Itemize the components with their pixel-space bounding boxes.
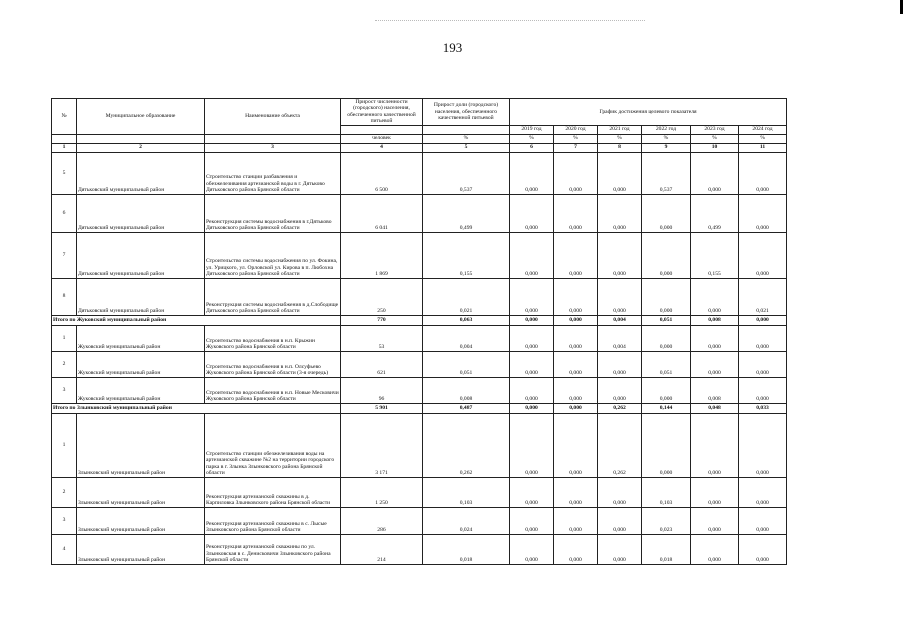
row-municipality: Дятьковский муниципальный район <box>77 152 205 194</box>
row-y2019: 0,000 <box>510 377 554 403</box>
row-object: Строительство водоснабжения в н.п. Крыжин Жуковского района Брянской области <box>205 325 341 351</box>
row-municipality: Дятьковский муниципальный район <box>77 232 205 278</box>
table-row <box>52 413 787 477</box>
header-object: Наименование объекта <box>205 99 341 135</box>
row-municipality: Злынковский муниципальный район <box>77 507 205 534</box>
row-y2022: 0,000 <box>642 194 691 232</box>
row-object: Реконструкция артезианской скважины по ул. Злынковская в с. Денисковичи Злынковского района Брянской области <box>205 534 341 564</box>
row-population: 6 500 <box>341 152 423 194</box>
header-population-growth: Прирост численности (городского) населения, обеспеченного качественной питьевой <box>341 99 423 126</box>
page-number: 193 <box>442 40 463 55</box>
row-y2021: 0,262 <box>598 413 642 477</box>
row-object: Реконструкция системы водоснабжения в г.Дятьково Дятьковского района Брянской области <box>205 194 341 232</box>
row-y2020: 0,000 <box>554 507 598 534</box>
row-y2021: 0,262 <box>598 403 642 413</box>
row-y2021: 0,000 <box>598 278 642 315</box>
table-row <box>52 194 787 232</box>
row-population: 3 171 <box>341 413 423 477</box>
header-year-2023: 2023 год <box>691 125 739 134</box>
row-y2024: 0,033 <box>739 403 787 413</box>
row-y2022: 0,000 <box>642 278 691 315</box>
row-y2019: 0,000 <box>510 194 554 232</box>
row-y2020: 0,000 <box>554 403 598 413</box>
header-year-2020: 2020 год <box>554 125 598 134</box>
row-object: Реконструкция системы водоснабжения в д.Слободище Дятьковского района Брянской области <box>205 278 341 315</box>
row-y2020: 0,000 <box>554 152 598 194</box>
row-y2024: 0,000 <box>739 152 787 194</box>
table-row <box>52 351 787 377</box>
row-number: 8 <box>52 278 77 315</box>
row-municipality: Дятьковский муниципальный район <box>77 194 205 232</box>
column-number: 7 <box>554 143 598 152</box>
row-share: 0,155 <box>423 232 510 278</box>
table-row <box>52 278 787 315</box>
unit-percent-2023: % <box>691 134 739 143</box>
row-y2019: 0,000 <box>510 403 554 413</box>
row-y2020: 0,000 <box>554 534 598 564</box>
page-edge-mark <box>900 0 903 14</box>
row-y2023: 0,048 <box>691 403 739 413</box>
row-number: 2 <box>52 477 77 507</box>
row-y2024: 0,000 <box>739 534 787 564</box>
row-share: 0,499 <box>423 194 510 232</box>
row-y2020: 0,000 <box>554 325 598 351</box>
unit-blank-1 <box>52 134 77 143</box>
row-y2022: 0,144 <box>642 403 691 413</box>
row-y2022: 0,103 <box>642 477 691 507</box>
row-y2022: 0,000 <box>642 413 691 477</box>
row-y2020: 0,000 <box>554 477 598 507</box>
row-y2023: 0,000 <box>691 152 739 194</box>
row-y2022: 0,000 <box>642 325 691 351</box>
row-y2019: 0,000 <box>510 315 554 325</box>
row-population: 96 <box>341 377 423 403</box>
table-row <box>52 534 787 564</box>
row-share: 0,018 <box>423 534 510 564</box>
row-y2021: 0,000 <box>598 194 642 232</box>
row-number: 1 <box>52 325 77 351</box>
row-y2021: 0,000 <box>598 351 642 377</box>
row-y2023: 0,000 <box>691 351 739 377</box>
row-y2019: 0,000 <box>510 232 554 278</box>
header-schedule: График достижения целевого показателя <box>510 99 787 126</box>
row-share: 0,487 <box>423 403 510 413</box>
row-y2023: 0,000 <box>691 534 739 564</box>
row-share: 0,024 <box>423 507 510 534</box>
header-no: № <box>52 99 77 135</box>
row-object: Реконструкция артезианской скважины в д. Карпиловка Злынковского района Брянской области <box>205 477 341 507</box>
row-population: 770 <box>341 315 423 325</box>
row-share: 0,004 <box>423 325 510 351</box>
row-municipality: Дятьковский муниципальный район <box>77 278 205 315</box>
row-y2020: 0,000 <box>554 315 598 325</box>
row-y2021: 0,000 <box>598 152 642 194</box>
row-number: 3 <box>52 377 77 403</box>
subtotal-label: Итого по Злынковский муниципальный район <box>52 403 341 413</box>
row-y2024: 0,000 <box>739 325 787 351</box>
row-municipality: Жуковский муниципальный район <box>77 377 205 403</box>
header-year-2019: 2019 год <box>510 125 554 134</box>
row-y2024: 0,000 <box>739 413 787 477</box>
row-y2023: 0,499 <box>691 194 739 232</box>
unit-percent-2019: % <box>510 134 554 143</box>
unit-percent-share: % <box>423 134 510 143</box>
row-y2019: 0,000 <box>510 152 554 194</box>
row-y2019: 0,000 <box>510 507 554 534</box>
subtotal-label: Итого по Жуковский муниципальный район <box>52 315 341 325</box>
unit-percent-2024: % <box>739 134 787 143</box>
row-population: 1 869 <box>341 232 423 278</box>
row-object: Строительство системы водоснабжения по ул. Фокина, ул. Урицкого, ул. Орловской ул. Кирова в п. Любохна Дятьковского района Брянской области <box>205 232 341 278</box>
row-y2022: 0,051 <box>642 351 691 377</box>
unit-percent-2020: % <box>554 134 598 143</box>
table-row <box>52 377 787 403</box>
row-population: 53 <box>341 325 423 351</box>
row-object: Строительство станции разбавления и обезжелезивания артезианской воды в г. Дятьково Дятьковского района Брянской области <box>205 152 341 194</box>
row-share: 0,262 <box>423 413 510 477</box>
row-y2023: 0,000 <box>691 278 739 315</box>
row-population: 621 <box>341 351 423 377</box>
row-y2020: 0,000 <box>554 194 598 232</box>
unit-people: человек <box>341 134 423 143</box>
row-number: 5 <box>52 152 77 194</box>
row-number: 3 <box>52 507 77 534</box>
row-y2020: 0,000 <box>554 278 598 315</box>
row-y2024: 0,021 <box>739 278 787 315</box>
column-number: 10 <box>691 143 739 152</box>
row-y2019: 0,000 <box>510 278 554 315</box>
row-population: 6 041 <box>341 194 423 232</box>
row-object: Реконструкция артезианской скважины в с. Лысые Злынковского района Брянской области <box>205 507 341 534</box>
row-y2021: 0,000 <box>598 377 642 403</box>
row-y2019: 0,000 <box>510 413 554 477</box>
row-municipality: Злынковский муниципальный район <box>77 477 205 507</box>
row-object: Строительство водоснабжения в н.п. Новые Месковичи Жуковского района Брянской области <box>205 377 341 403</box>
row-y2019: 0,000 <box>510 325 554 351</box>
row-y2022: 0,018 <box>642 534 691 564</box>
row-y2023: 0,000 <box>691 325 739 351</box>
row-share: 0,021 <box>423 278 510 315</box>
row-municipality: Злынковский муниципальный район <box>77 413 205 477</box>
row-municipality: Жуковский муниципальный район <box>77 325 205 351</box>
table-row <box>52 477 787 507</box>
row-y2024: 0,000 <box>739 377 787 403</box>
row-y2022: 0,051 <box>642 315 691 325</box>
row-y2023: 0,000 <box>691 507 739 534</box>
row-y2021: 0,000 <box>598 534 642 564</box>
row-y2021: 0,000 <box>598 507 642 534</box>
row-y2020: 0,000 <box>554 377 598 403</box>
unit-blank-3 <box>205 134 341 143</box>
row-object: Строительство водоснабжения в н.п. Олсуфьево Жуковского района Брянской области (3-я очередь) <box>205 351 341 377</box>
row-y2021: 0,000 <box>598 232 642 278</box>
row-y2021: 0,000 <box>598 477 642 507</box>
row-y2023: 0,155 <box>691 232 739 278</box>
header-year-2022: 2022 год <box>642 125 691 134</box>
row-y2020: 0,000 <box>554 413 598 477</box>
table-row <box>52 507 787 534</box>
row-y2020: 0,000 <box>554 232 598 278</box>
row-y2024: 0,000 <box>739 315 787 325</box>
table-row <box>52 152 787 194</box>
row-population: 5 901 <box>341 403 423 413</box>
row-population: 1 250 <box>341 477 423 507</box>
row-share: 0,537 <box>423 152 510 194</box>
row-municipality: Жуковский муниципальный район <box>77 351 205 377</box>
column-number: 8 <box>598 143 642 152</box>
row-y2024: 0,000 <box>739 507 787 534</box>
column-number: 9 <box>642 143 691 152</box>
row-number: 2 <box>52 351 77 377</box>
row-population: 286 <box>341 507 423 534</box>
row-y2023: 0,000 <box>691 413 739 477</box>
table-row <box>52 325 787 351</box>
header-municipality: Муниципальное образование <box>77 99 205 135</box>
row-number: 7 <box>52 232 77 278</box>
target-indicator-table <box>51 98 787 565</box>
row-municipality: Злынковский муниципальный район <box>77 534 205 564</box>
column-number: 1 <box>52 143 77 152</box>
header-share-growth-cont <box>423 125 510 134</box>
unit-percent-2022: % <box>642 134 691 143</box>
column-number: 6 <box>510 143 554 152</box>
row-y2022: 0,537 <box>642 152 691 194</box>
row-y2024: 0,000 <box>739 232 787 278</box>
header-population-growth-cont <box>341 125 423 134</box>
row-y2022: 0,023 <box>642 507 691 534</box>
row-object: Строительство станции обезжелезивания воды на артезианской скважине №2 на территории городского парка в г. Злынка Злынковского района Брянской области <box>205 413 341 477</box>
row-population: 250 <box>341 278 423 315</box>
row-population: 214 <box>341 534 423 564</box>
header-share-growth: Прирост доли (городского) населения, обеспеченного качественной питьевой <box>423 99 510 126</box>
row-share: 0,103 <box>423 477 510 507</box>
row-number: 6 <box>52 194 77 232</box>
row-share: 0,063 <box>423 315 510 325</box>
scan-artifact-line <box>375 20 645 21</box>
column-number: 4 <box>341 143 423 152</box>
row-y2019: 0,000 <box>510 477 554 507</box>
column-number: 3 <box>205 143 341 152</box>
row-y2023: 0,008 <box>691 377 739 403</box>
row-share: 0,008 <box>423 377 510 403</box>
row-y2019: 0,000 <box>510 534 554 564</box>
subtotal-row <box>52 315 787 325</box>
header-year-2024: 2024 год <box>739 125 787 134</box>
row-y2023: 0,000 <box>691 477 739 507</box>
row-y2024: 0,000 <box>739 351 787 377</box>
row-y2024: 0,000 <box>739 194 787 232</box>
column-number: 11 <box>739 143 787 152</box>
column-number: 2 <box>77 143 205 152</box>
row-y2020: 0,000 <box>554 351 598 377</box>
subtotal-row <box>52 403 787 413</box>
row-y2019: 0,000 <box>510 351 554 377</box>
row-y2021: 0,004 <box>598 315 642 325</box>
row-y2021: 0,004 <box>598 325 642 351</box>
unit-blank-2 <box>77 134 205 143</box>
unit-percent-2021: % <box>598 134 642 143</box>
row-number: 4 <box>52 534 77 564</box>
table-row <box>52 232 787 278</box>
row-share: 0,051 <box>423 351 510 377</box>
row-y2022: 0,000 <box>642 232 691 278</box>
row-y2023: 0,008 <box>691 315 739 325</box>
row-y2022: 0,000 <box>642 377 691 403</box>
row-number: 1 <box>52 413 77 477</box>
column-number: 5 <box>423 143 510 152</box>
row-y2024: 0,000 <box>739 477 787 507</box>
header-year-2021: 2021 год <box>598 125 642 134</box>
